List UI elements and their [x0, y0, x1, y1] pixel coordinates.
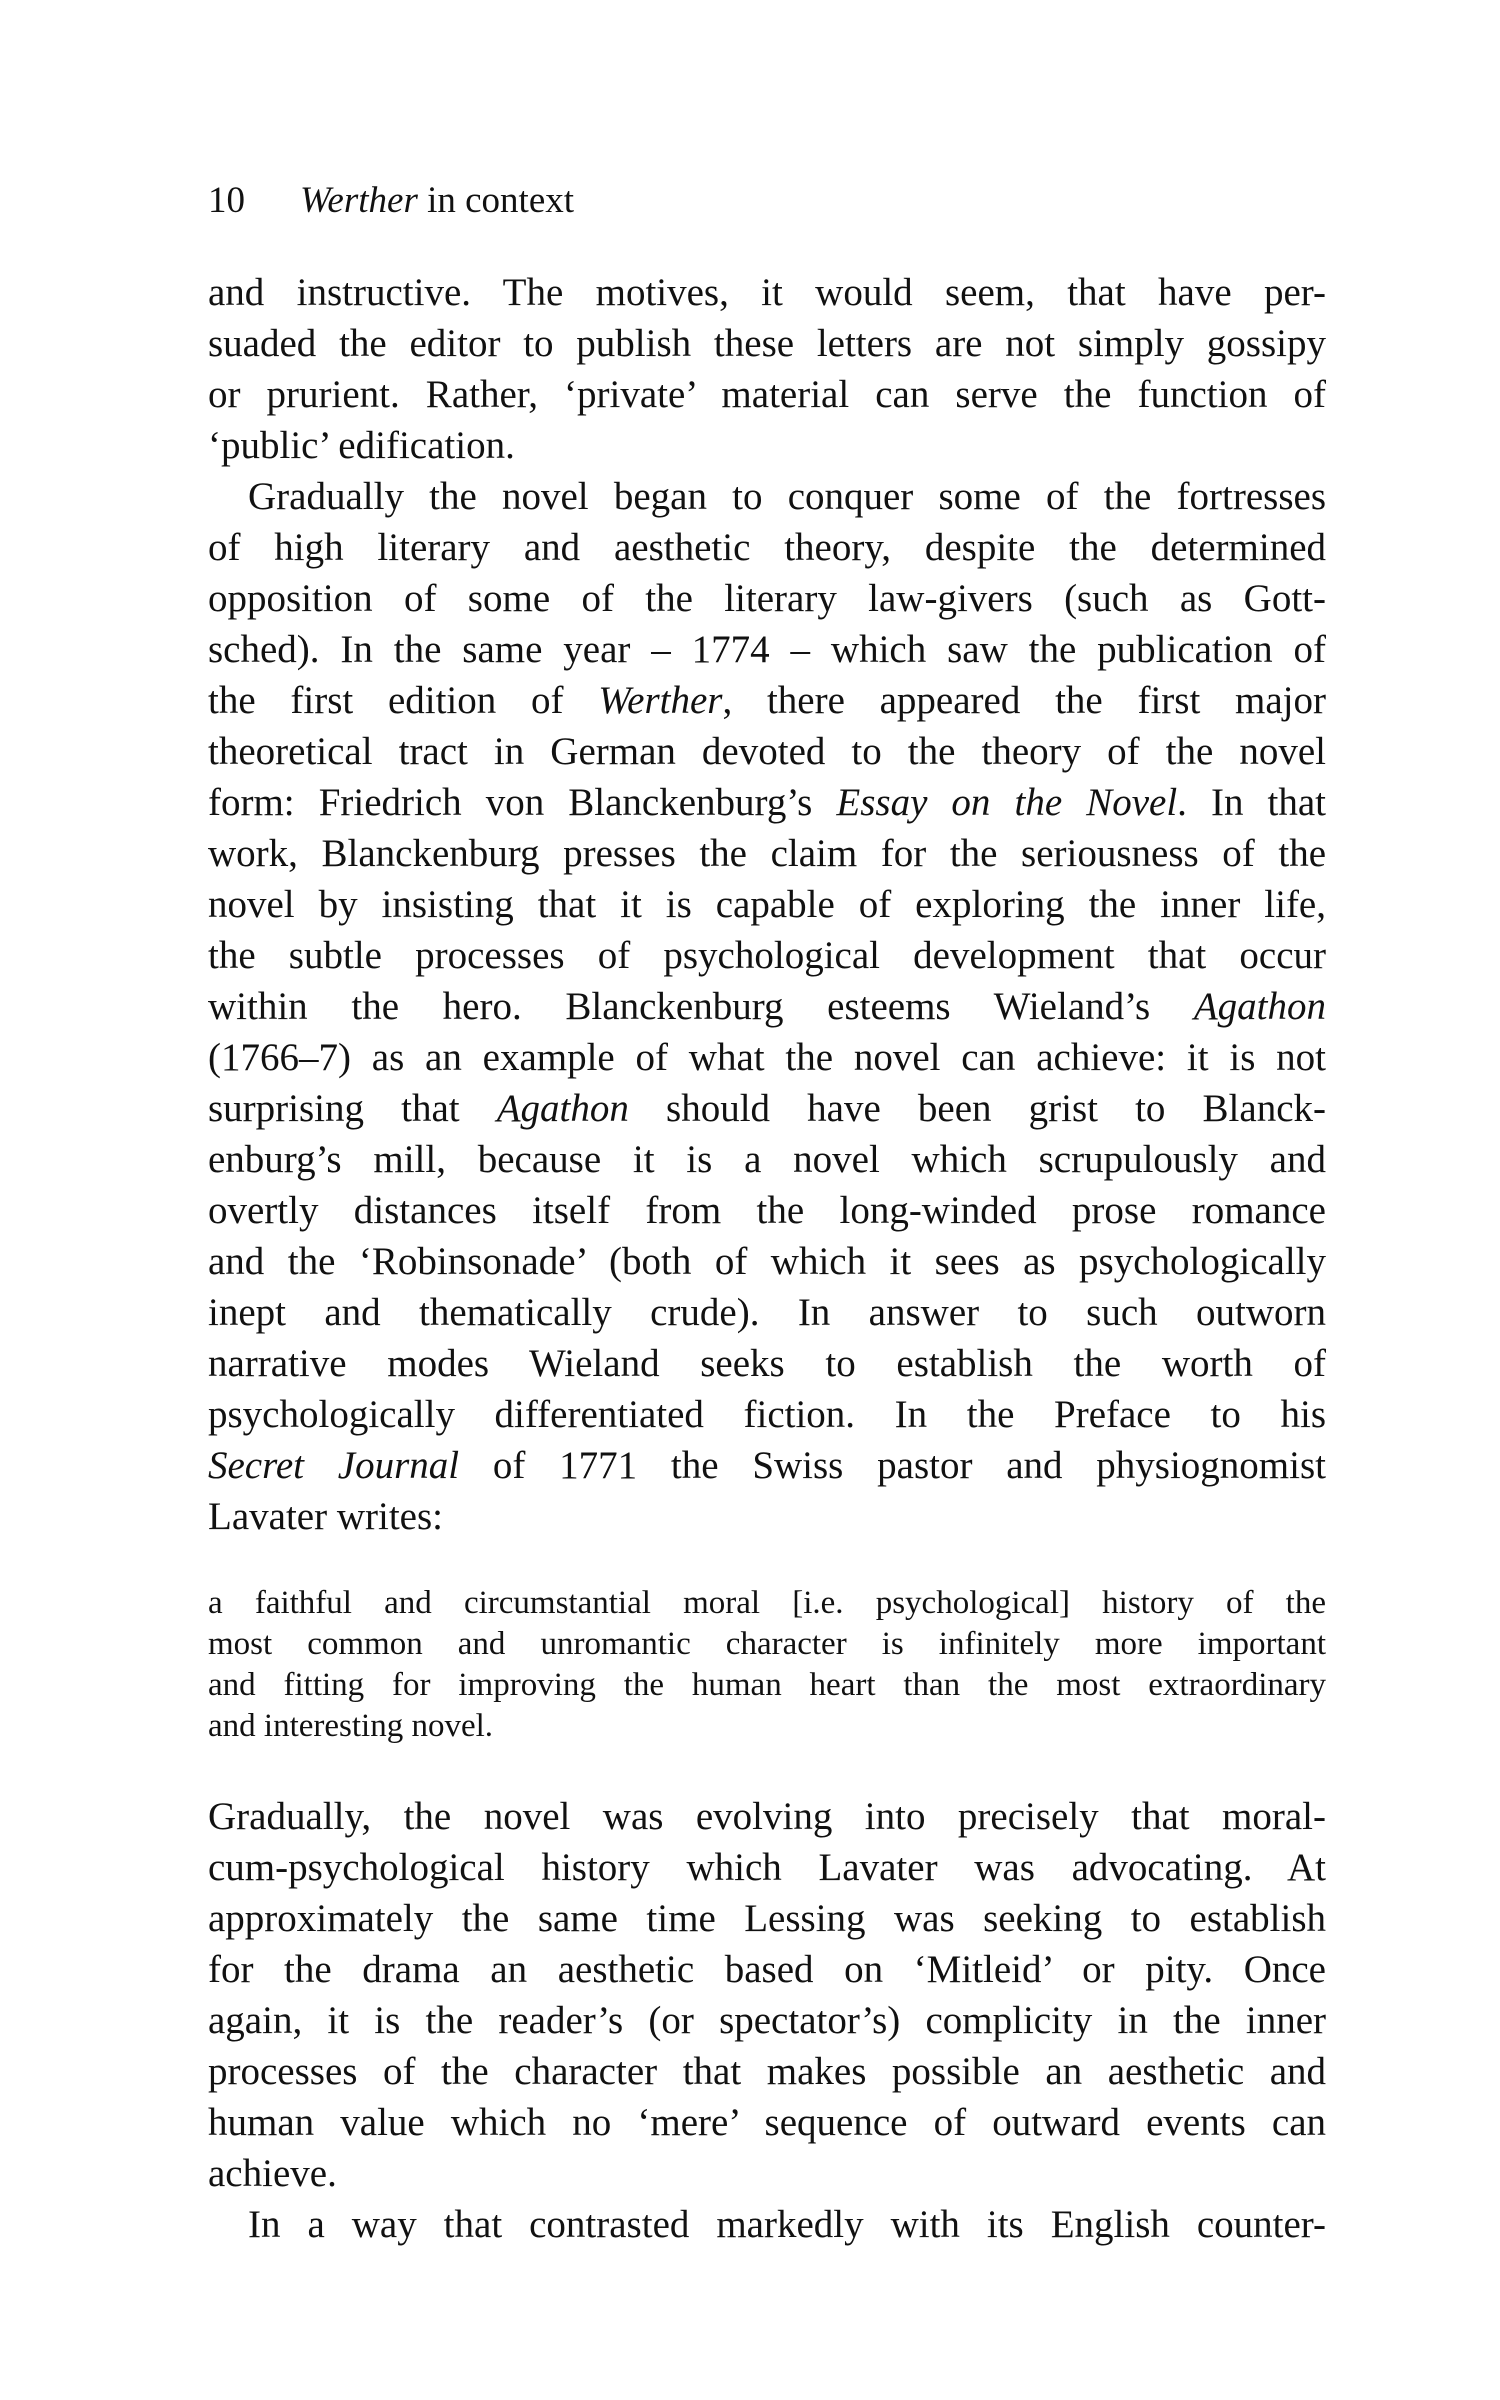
book-title: Agathon [1193, 985, 1326, 1028]
text-line: achieve. [208, 2152, 337, 2195]
text-line: narrative modes Wieland seeks to establish the worth of [208, 1342, 1326, 1385]
text-line [208, 676, 1326, 726]
text-line: work, Blanckenburg presses the claim for the seriousness of the [208, 832, 1326, 875]
text-segment: the first edition of [208, 679, 599, 722]
text-line: the subtle processes of psychological development that occur [208, 934, 1326, 977]
text-line: for the drama an aesthetic based on ‘Mitleid’ or pity. Once [208, 1948, 1326, 1991]
text-line: Gradually, the novel was evolving into precisely that moral- [208, 1795, 1326, 1838]
text-line [208, 1084, 1326, 1134]
text-line [208, 1441, 1326, 1491]
text-line: cum-psychological history which Lavater was advocating. At [208, 1846, 1326, 1889]
text-line: and the ‘Robinsonade’ (both of which it sees as psychologically [208, 1240, 1326, 1283]
text-line: In a way that contrasted markedly with its English counter- [248, 2203, 1326, 2246]
running-title-italic: Werther [300, 180, 418, 221]
text-line: psychologically differentiated fiction. In the Preface to his [208, 1393, 1326, 1436]
text-line: inept and thematically crude). In answer to such outworn [208, 1291, 1326, 1334]
text-line: enburg’s mill, because it is a novel which scrupulously and [208, 1138, 1326, 1181]
running-head [208, 176, 574, 226]
text-line: sched). In the same year – 1774 – which saw the publication of [208, 628, 1326, 671]
book-title: Essay on the Novel [836, 781, 1178, 824]
text-segment: . In that [1177, 781, 1326, 824]
text-segment: form: Friedrich von Blanckenburg’s [208, 781, 837, 824]
text-line [208, 778, 1326, 828]
text-line: of high literary and aesthetic theory, despite the determined [208, 526, 1326, 569]
book-title: Secret Journal [208, 1444, 460, 1487]
text-line: Lavater writes: [208, 1495, 443, 1538]
book-title: Werther [598, 679, 723, 722]
text-line [208, 982, 1326, 1032]
text-line: novel by insisting that it is capable of exploring the inner life, [208, 883, 1326, 926]
quote-line: most common and unromantic character is infinitely more important [208, 1626, 1326, 1662]
text-segment: , there appeared the first major [722, 679, 1326, 722]
running-title: in context [417, 180, 575, 221]
text-line: Gradually the novel began to conquer some of the fortresses [248, 475, 1326, 518]
text-segment: of 1771 the Swiss pastor and physiognomist [459, 1444, 1326, 1487]
text-line: (1766–7) as an example of what the novel can achieve: it is not [208, 1036, 1326, 1079]
quote-line: and fitting for improving the human heart than the most extraordinary [208, 1667, 1326, 1703]
text-line: human value which no ‘mere’ sequence of outward events can [208, 2101, 1326, 2144]
text-line: processes of the character that makes possible an aesthetic and [208, 2050, 1326, 2093]
text-line: suaded the editor to publish these letters are not simply gossipy [208, 322, 1326, 365]
text-segment: surprising that [208, 1087, 497, 1130]
quote-line: a faithful and circumstantial moral [i.e. psychological] history of the [208, 1585, 1326, 1621]
text-line: approximately the same time Lessing was seeking to establish [208, 1897, 1326, 1940]
page-number: 10 [208, 180, 245, 221]
quote-line: and interesting novel. [208, 1708, 494, 1744]
text-line: or prurient. Rather, ‘private’ material can serve the function of [208, 373, 1326, 416]
text-line: ‘public’ edification. [208, 424, 515, 467]
text-line: theoretical tract in German devoted to the theory of the novel [208, 730, 1326, 773]
book-title: Agathon [496, 1087, 629, 1130]
text-line: overtly distances itself from the long-winded prose romance [208, 1189, 1326, 1232]
text-segment: should have been grist to Blanck- [628, 1087, 1327, 1130]
text-segment: within the hero. Blanckenburg esteems Wieland’s [208, 985, 1194, 1028]
text-line: and instructive. The motives, it would seem, that have per- [208, 271, 1326, 314]
text-line: opposition of some of the literary law-givers (such as Gott- [208, 577, 1326, 620]
text-line: again, it is the reader’s (or spectator’s) complicity in the inner [208, 1999, 1326, 2042]
